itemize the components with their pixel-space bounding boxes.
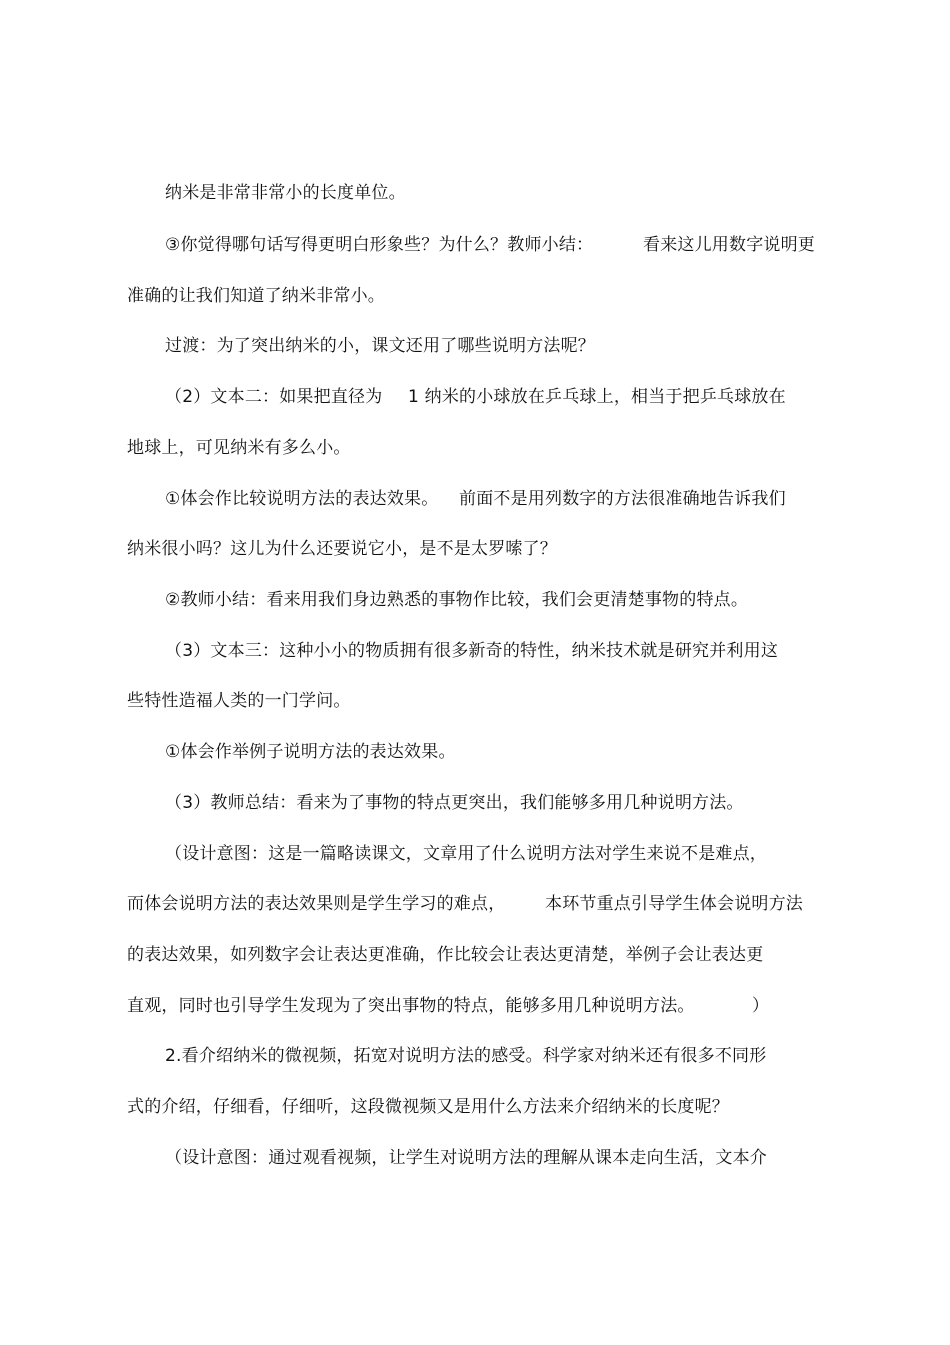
text-line-17b: ） — [752, 996, 770, 1016]
text-line-12: ①体会作举例子说明方法的表达效果。 — [165, 742, 456, 762]
text-line-15b: 本环节重点引导学生体会说明方法 — [545, 894, 803, 914]
text-line-14: （设计意图：这是一篇略读课文，文章用了什么说明方法对学生来说不是难点， — [165, 844, 767, 864]
text-line-2a: ③你觉得哪句话写得更明白形象些？为什么？教师小结： — [165, 235, 594, 255]
text-line-16: 的表达效果，如列数字会让表达更准确，作比较会让表达更清楚，举例子会让表达更 — [127, 945, 764, 965]
text-line-20: （设计意图：通过观看视频，让学生对说明方法的理解从课本走向生活，文本介 — [165, 1148, 767, 1168]
text-line-9: ②教师小结：看来用我们身边熟悉的事物作比较，我们会更清楚事物的特点。 — [165, 590, 749, 610]
text-line-7a: ①体会作比较说明方法的表达效果。 — [165, 489, 439, 509]
text-line-17a: 直观，同时也引导学生发现为了突出事物的特点，能够多用几种说明方法。 — [127, 996, 695, 1016]
text-line-3: 准确的让我们知道了纳米非常小。 — [127, 286, 385, 306]
text-line-1: 纳米是非常非常小的长度单位。 — [165, 183, 406, 203]
text-line-15a: 而体会说明方法的表达效果则是学生学习的难点， — [127, 894, 506, 914]
text-line-11: 些特性造福人类的一门学问。 — [127, 691, 351, 711]
text-line-2b: 看来这儿用数字说明更 — [643, 235, 815, 255]
text-line-5b: 1 纳米的小球放在乒乓球上，相当于把乒乓球放在 — [408, 387, 786, 407]
text-line-10: （3）文本三：这种小小的物质拥有很多新奇的特性，纳米技术就是研究并利用这 — [165, 641, 779, 661]
text-line-7b: 前面不是用列数字的方法很准确地告诉我们 — [459, 489, 786, 509]
text-line-8: 纳米很小吗？这儿为什么还要说它小，是不是太罗嗦了？ — [127, 539, 557, 559]
text-line-4: 过渡：为了突出纳米的小，课文还用了哪些说明方法呢？ — [165, 336, 595, 356]
text-line-5a: （2）文本二：如果把直径为 — [165, 387, 383, 407]
text-line-18: 2.看介绍纳米的微视频，拓宽对说明方法的感受。科学家对纳米还有很多不同形 — [165, 1046, 767, 1066]
text-line-19: 式的介绍，仔细看，仔细听，这段微视频又是用什么方法来介绍纳米的长度呢？ — [127, 1097, 729, 1117]
text-line-13: （3）教师总结：看来为了事物的特点更突出，我们能够多用几种说明方法。 — [165, 793, 744, 813]
text-line-6: 地球上，可见纳米有多么小。 — [127, 438, 351, 458]
